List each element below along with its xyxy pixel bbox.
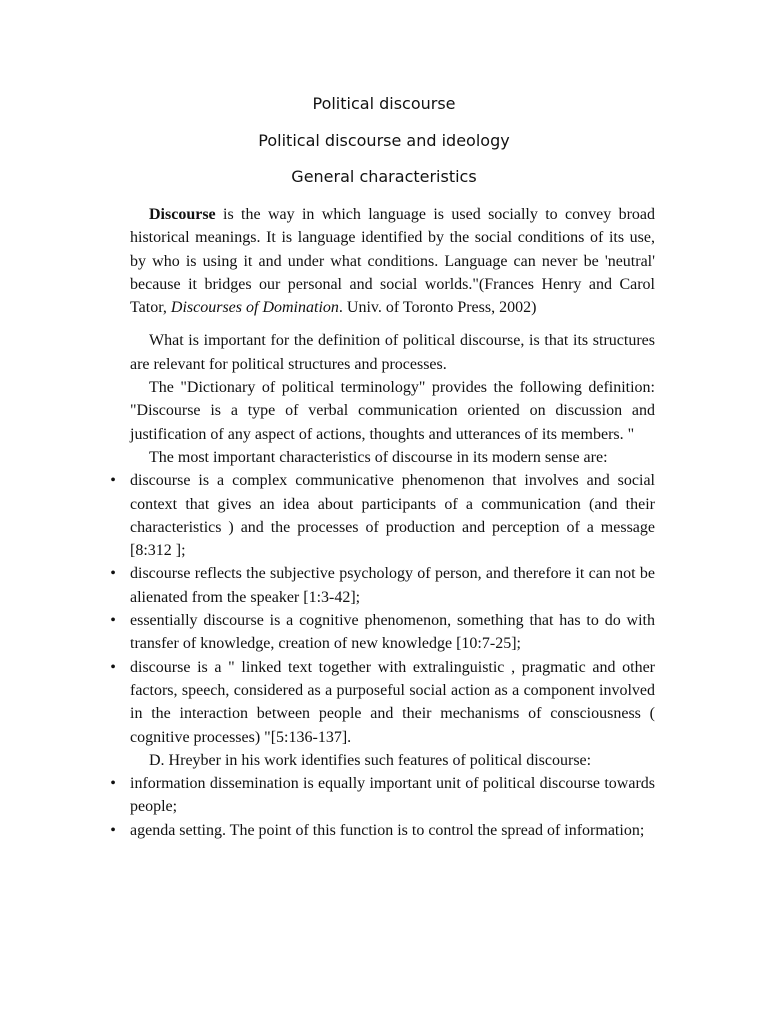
paragraph-hreyber-features: D. Hreyber in his work identifies such features of political discourse: [149, 751, 592, 769]
section-title: Political discourse and ideology [258, 131, 510, 150]
bullet-icon: • [110, 821, 116, 839]
intro-paragraph [130, 203, 655, 319]
paragraph-dictionary-definition: The "Dictionary of political terminology" provides the following definition: "Discourse is a type of verbal communication oriented on discussion and justification of any aspect of actions, thoughts and utterances of its members. " [130, 379, 655, 443]
subsection-title: General characteristics [291, 167, 477, 186]
features-list [110, 772, 655, 842]
intro-citation-text: . Univ. of Toronto Press, 2002) [338, 299, 537, 317]
bullet-icon: • [110, 658, 116, 676]
book-title: Discourses of Domination [170, 299, 339, 317]
bullet-icon: • [110, 472, 116, 490]
list-item-text: discourse is a complex communicative phenomenon that involves and social context that gives an idea about participants of a communication (and their characteristics ) and the processes of production and perception of a message [8:312 ]; [130, 472, 655, 560]
bullet-icon: • [110, 612, 116, 630]
paragraph-political-definition: What is important for the definition of political discourse, is that its structures are relevant for political structures and processes. [130, 332, 655, 373]
list-item [110, 819, 655, 842]
list-item-text: essentially discourse is a cognitive phenomenon, something that has to do with transfer of knowledge, creation of new knowledge [10:7-25]; [130, 612, 655, 653]
list-item [110, 772, 655, 819]
discourse-term: Discourse [149, 206, 216, 223]
paragraph-characteristics-intro: The most important characteristics of discourse in its modern sense are: [149, 448, 608, 466]
bullet-icon: • [110, 565, 116, 583]
intro-definition-text: is the way in which language is used socially to convey broad historical meanings. It is language identified by the social conditions of its use, by who is using it and under what conditions. Language can never be 'neutral' because it bridges our personal and social worlds."(Frances Henry and Carol Tator, [130, 206, 655, 317]
list-item [110, 562, 655, 609]
list-item-text: information dissemination is equally important unit of political discourse towards people; [130, 775, 655, 816]
list-item-text: discourse reflects the subjective psychology of person, and therefore it can not be alienated from the speaker [1:3-42]; [130, 565, 655, 606]
list-item [110, 609, 655, 656]
list-item-text: agenda setting. The point of this function is to control the spread of information; [130, 821, 645, 839]
list-item [110, 656, 655, 749]
document-title: Political discourse [312, 94, 456, 113]
characteristics-list [110, 469, 655, 749]
document-body [110, 203, 655, 842]
list-item [110, 469, 655, 562]
bullet-icon: • [110, 775, 116, 793]
list-item-text: discourse is a " linked text together with extralinguistic , pragmatic and other factors, speech, considered as a purposeful social action as a component involved in the interaction between people and their mechanisms of consciousness ( cognitive processes) "[5:136-137]. [130, 658, 655, 746]
